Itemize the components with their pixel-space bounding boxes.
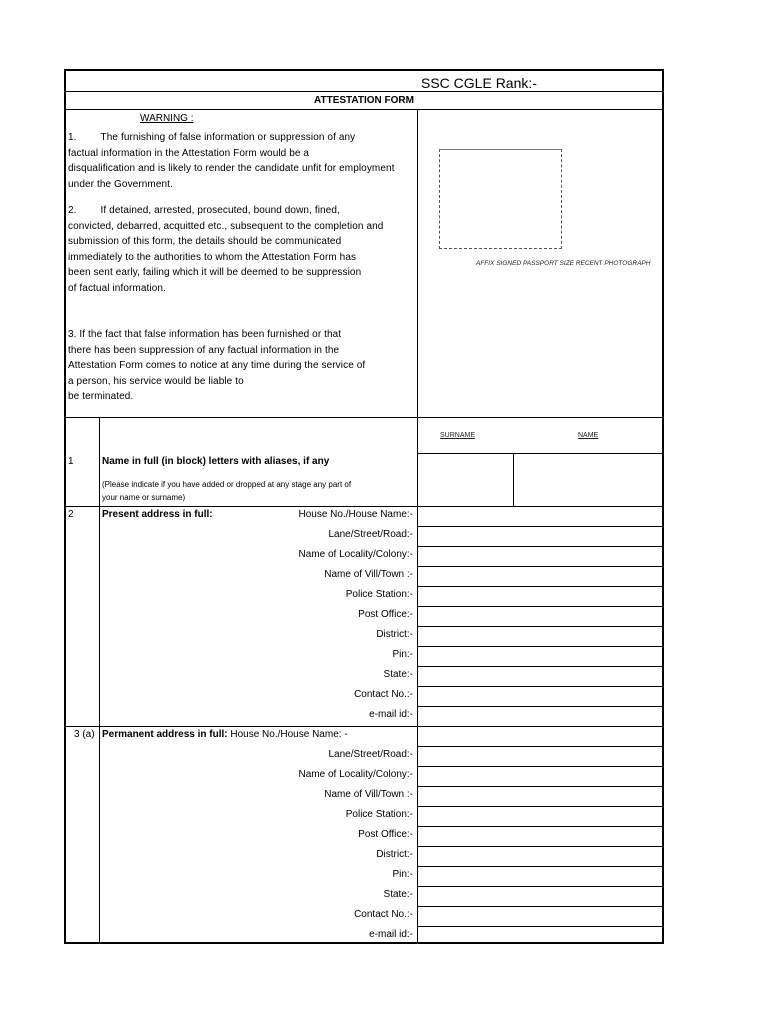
warning-line: disqualification and is likely to render the candidate unfit for employment (68, 163, 395, 175)
field-line (417, 586, 662, 587)
field-line (417, 606, 662, 607)
surname-field[interactable] (418, 454, 512, 506)
warning-line: submission of this form, the details should be communicated (68, 236, 342, 248)
field-label: Pin:- (392, 649, 413, 660)
field-label: Post Office:- (358, 609, 413, 620)
field-label: House No./House Name:- (298, 509, 413, 520)
warning-line: 3. If the fact that false information has been furnished or that (68, 329, 342, 340)
permanent-address-label: Permanent address in full: (102, 729, 228, 740)
point-number: 2. (68, 205, 77, 216)
warning-point-3 (68, 327, 414, 405)
field-line (417, 786, 662, 787)
photo-caption: AFFIX SIGNED PASSPORT SIZE RECENT PHOTOGRAPH (476, 260, 651, 267)
warning-line: factual information in the Attestation Form would be a (68, 147, 310, 159)
warning-line: of factual information. (68, 282, 166, 294)
divider (66, 109, 662, 110)
field-label: District:- (376, 849, 413, 860)
name-header: NAME (578, 432, 599, 439)
permanent-address-row (102, 729, 348, 740)
field-label: e-mail id:- (369, 709, 413, 720)
field-line (417, 546, 662, 547)
field-label: Name of Vill/Town :- (324, 569, 413, 580)
name-label: Name in full (in block) letters with aliases, if any (102, 456, 330, 467)
row-number: 3 (a) (74, 729, 95, 740)
field-label: State:- (383, 669, 413, 680)
warning-line: under the Government. (68, 178, 173, 190)
row-number: 2 (68, 509, 74, 520)
warning-line: there has been suppression of any factual information in the (68, 344, 340, 356)
field-line (417, 866, 662, 867)
field-label: Name of Vill/Town :- (324, 789, 413, 800)
field-label: Post Office:- (358, 829, 413, 840)
field-label: State:- (383, 889, 413, 900)
divider (66, 726, 662, 727)
field-line (417, 766, 662, 767)
field-line (417, 526, 662, 527)
photo-box[interactable] (439, 149, 562, 249)
field-line (417, 826, 662, 827)
warning-line: be terminated. (68, 391, 134, 403)
warning-point-1 (68, 130, 414, 192)
warning-line: a person, his service would be liable to (68, 375, 244, 387)
warning-line: been sent early, failing which it will be deemed to be suppression (68, 267, 362, 279)
warning-line: Attestation Form comes to notice at any time during the service of (68, 360, 366, 372)
field-line (417, 846, 662, 847)
name-note (102, 478, 351, 504)
note-line: (Please indicate if you have added or dropped at any stage any part of (102, 480, 352, 489)
field-label: Name of Locality/Colony:- (298, 769, 413, 780)
point-number: 1. (68, 132, 77, 143)
field-label: Lane/Street/Road:- (328, 749, 413, 760)
field-line (417, 806, 662, 807)
note-line: your name or surname) (102, 493, 186, 502)
divider (66, 506, 662, 507)
row-number: 1 (68, 456, 74, 467)
divider (66, 417, 662, 418)
field-label: Police Station:- (345, 809, 413, 820)
field-line (417, 906, 662, 907)
field-line (417, 646, 662, 647)
number-column-divider (99, 417, 100, 943)
field-line (417, 746, 662, 747)
present-address-label: Present address in full: (102, 509, 213, 520)
field-line (417, 566, 662, 567)
field-line (417, 706, 662, 707)
field-line (417, 926, 662, 927)
field-label: e-mail id:- (369, 929, 413, 940)
attestation-form (64, 69, 664, 944)
field-label: Name of Locality/Colony:- (298, 549, 413, 560)
field-line (417, 666, 662, 667)
field-label: District:- (376, 629, 413, 640)
surname-header: SURNAME (440, 432, 476, 439)
field-line (417, 626, 662, 627)
warning-heading: WARNING : (140, 113, 194, 124)
name-field[interactable] (514, 454, 661, 506)
warning-line: immediately to the authorities to whom the Attestation Form has (68, 251, 357, 263)
field-label: Pin:- (392, 869, 413, 880)
form-title: ATTESTATION FORM (314, 95, 414, 106)
divider (66, 91, 662, 92)
field-line (417, 686, 662, 687)
field-label: Police Station:- (345, 589, 413, 600)
field-label: Lane/Street/Road:- (328, 529, 413, 540)
field-line (417, 886, 662, 887)
field-label: Contact No.:- (354, 689, 413, 700)
warning-line: convicted, debarred, acquitted etc., subsequent to the completion and (68, 220, 384, 232)
field-label: Contact No.:- (354, 909, 413, 920)
field-label: House No./House Name: - (230, 729, 348, 740)
warning-line: The furnishing of false information or suppression of any (100, 132, 356, 143)
warning-line: If detained, arrested, prosecuted, bound down, fined, (100, 205, 340, 216)
warning-point-2 (68, 203, 414, 297)
rank-label: SSC CGLE Rank:- (421, 75, 537, 91)
